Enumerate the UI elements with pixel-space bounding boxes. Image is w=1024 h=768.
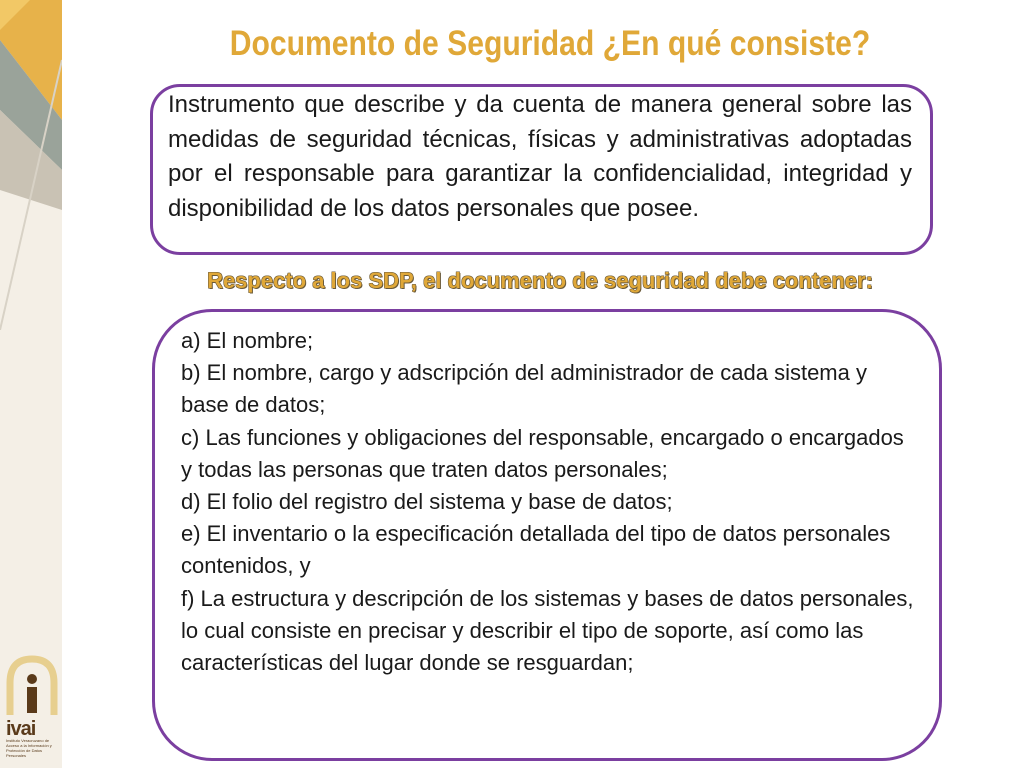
list-item: e) El inventario o la especificación detallada del tipo de datos personales contenidos, y <box>181 521 891 579</box>
list-item: a) El nombre; <box>181 328 314 353</box>
list-item: f) La estructura y descripción de los sistemas y bases de datos personales, lo cual consiste en precisar y describir el tipo de soporte, así como las características del lugar donde se resguardan; <box>181 585 914 676</box>
definition-text: Instrumento que describe y da cuenta de manera general sobre las medidas de seguridad técnicas, físicas y administrativas adoptadas por el responsable para garantizar la confidencialidad, integridad y disponibilidad de los datos personales que posee. <box>168 91 912 222</box>
section-subheading: Respecto a los SDP, el documento de seguridad debe contener: <box>207 268 873 293</box>
logo-wordmark: ivai <box>6 718 36 740</box>
list-item: b) El nombre, cargo y adscripción del administrador de cada sistema y base de datos; <box>181 360 867 418</box>
list-item: c) Las funciones y obligaciones del responsable, encargado o encargados y todas las personas que traten datos personales; <box>181 424 904 482</box>
requirements-list <box>181 325 916 679</box>
logo-caption: Instituto Veracruzano de Acceso a la Información y Protección de Datos Personales <box>6 738 52 758</box>
list-item: d) El folio del registro del sistema y base de datos; <box>181 489 673 515</box>
side-decoration-shapes <box>0 0 62 330</box>
slide-title: Documento de Seguridad ¿En qué consiste? <box>229 24 871 63</box>
